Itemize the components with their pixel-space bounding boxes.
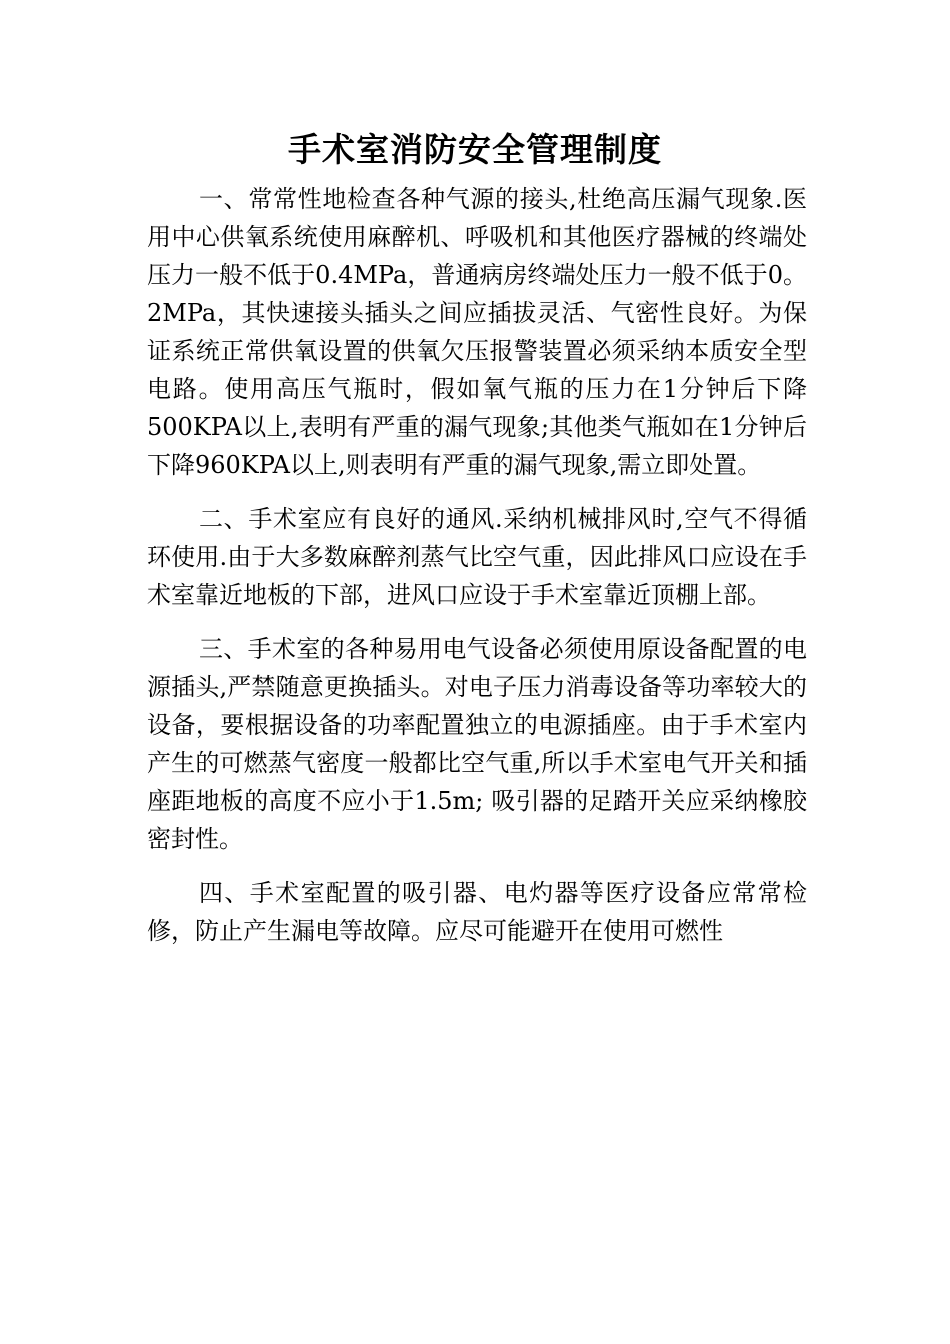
document-title: 手术室消防安全管理制度 — [288, 130, 662, 169]
paragraph-equipment-maintenance: 四、手术室配置的吸引器、电灼器等医疗设备应常常检修，防止产生漏电等故障。应尽可能避开在使用可燃性 — [147, 879, 807, 945]
paragraph-ventilation: 二、手术室应有良好的通风.采纳机械排风时,空气不得循环使用.由于大多数麻醉剂蒸气比空气重，因此排风口应设在手术室靠近地板的下部，进风口应设于手术室靠近顶棚上部。 — [147, 505, 807, 609]
document-body — [147, 180, 807, 966]
paragraph-electrical-equipment: 三、手术室的各种易用电气设备必须使用原设备配置的电源插头,严禁随意更换插头。对电子压力消毒设备等功率较大的设备，要根据设备的功率配置独立的电源插座。由于手术室内产生的可燃蒸气密度一般都比空气重,所以手术室电气开关和插座距地板的高度不应小于1.5m; 吸引器的足踏开关应采纳橡胶密封性。 — [147, 635, 807, 853]
paragraph-gas-source-inspection: 一、常常性地检查各种气源的接头,杜绝高压漏气现象.医用中心供氧系统使用麻醉机、呼吸机和其他医疗器械的终端处压力一般不低于0.4MPa，普通病房终端处压力一般不低于0。2MPa，其快速接头插头之间应插拔灵活、气密性良好。为保证系统正常供氧设置的供氧欠压报警装置必须采纳本质安全型电路。使用高压气瓶时，假如氧气瓶的压力在1分钟后下降500KPA以上,表明有严重的漏气现象;其他类气瓶如在1分钟后下降960KPA以上,则表明有严重的漏气现象,需立即处置。 — [147, 185, 807, 479]
